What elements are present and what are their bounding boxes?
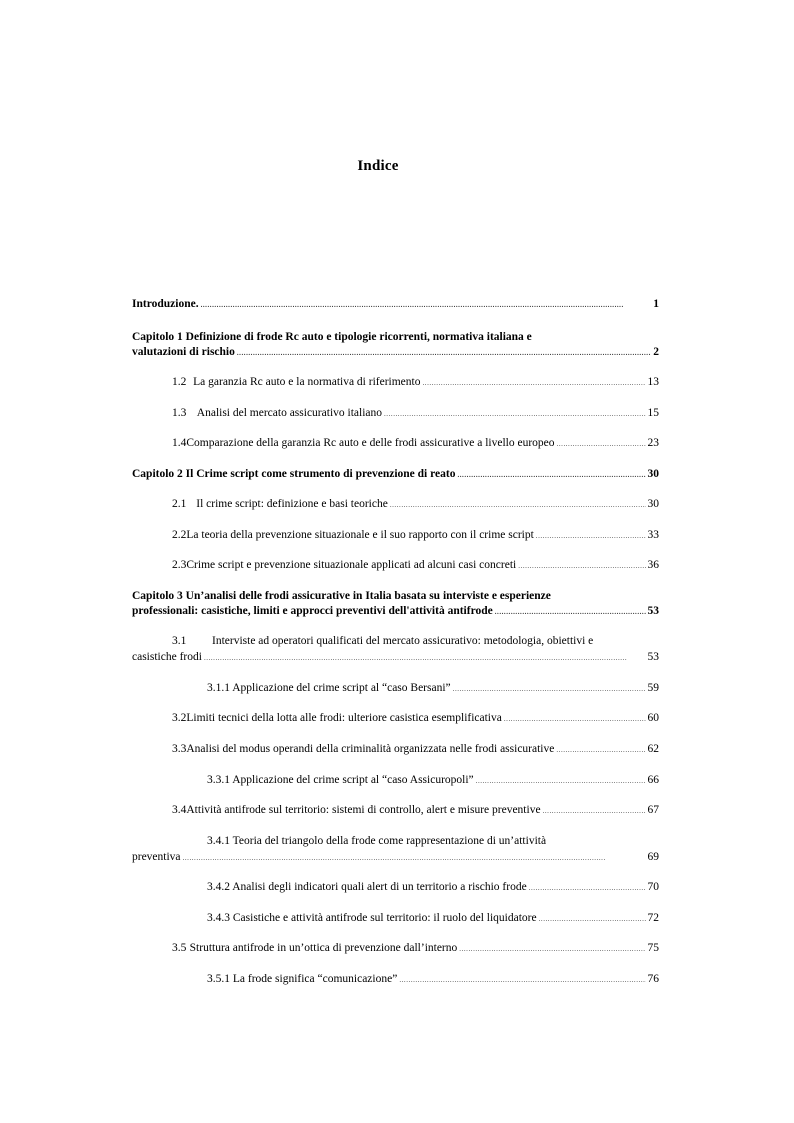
toc-section-number: 2.1 [172,498,187,510]
dot-leader [459,941,645,956]
toc-entry-text: 3.4.3 Casistiche e attività antifrode sul territorio: il ruolo del liquidatore [207,912,537,924]
dot-leader [384,406,646,421]
toc-page-number: 59 [647,682,659,694]
dot-leader [423,375,646,390]
toc-entry-3-4-2[interactable] [207,880,659,895]
toc-section-number: 1.4 [172,437,187,449]
toc-page-number: 76 [647,973,659,985]
toc-page-number: 2 [653,346,659,358]
toc-page-number: 70 [647,881,659,893]
toc-section-number: 2.2 [172,529,187,541]
toc-entry-3-4[interactable] [172,803,659,818]
toc-page-number: 53 [647,605,659,617]
toc-section-number: 1.2 [172,376,187,388]
dot-leader [518,558,645,573]
toc-entry-text: 3.1.1 Applicazione del crime script al “caso Bersani” [207,682,451,694]
toc-entry-3-1[interactable] [132,650,659,665]
toc-page-number: 33 [647,529,659,541]
dot-leader [543,803,646,818]
toc-page-number: 30 [647,498,659,510]
toc-entry-1-4[interactable] [172,436,659,451]
toc-section-number: 3.1 [172,635,187,647]
dot-leader [476,773,646,788]
toc-entry-text: Struttura antifrode in un’ottica di prevenzione dall’interno [189,942,458,954]
toc-page-number: 75 [647,942,659,954]
toc-entry-text: Comparazione della garanzia Rc auto e delle frodi assicurative a livello europeo [186,437,555,449]
dot-leader [399,972,645,987]
toc-page-number: 13 [647,376,659,388]
toc-entry-line: Capitolo 3 Un’analisi delle frodi assicurative in Italia basata su interviste e esperienze [132,590,551,602]
toc-entry-text: 3.4.2 Analisi degli indicatori quali alert di un territorio a rischio frode [207,881,527,893]
dot-leader [557,436,646,451]
dot-leader [204,650,646,665]
toc-page-number: 30 [647,468,659,480]
toc-entry-capitolo-3[interactable] [132,604,659,619]
toc-section-number: 3.4 [172,804,187,816]
toc-section-number: 3.5 [172,942,187,954]
toc-entry-text: 3.3.1 Applicazione del crime script al “caso Assicuropoli” [207,774,474,786]
toc-entry-3-3-1[interactable] [207,773,659,788]
toc-entry-3-5[interactable] [172,941,659,956]
toc-entry-text: Analisi del mercato assicurativo italiano [196,407,382,419]
toc-entry-text: La teoria della prevenzione situazionale e il suo rapporto con il crime script [186,529,534,541]
dot-leader [539,911,646,926]
toc-entry-2-3[interactable] [172,558,659,573]
toc-section-number: 3.3 [172,743,187,755]
toc-entry-text: Introduzione. [132,298,199,310]
toc-entry-1-3[interactable] [172,406,659,421]
toc-page-number: 36 [647,559,659,571]
toc-page-number: 15 [647,407,659,419]
toc-entry-text: professionali: casistiche, limiti e approcci preventivi dell'attività antifrode [132,605,493,617]
dot-leader [457,467,645,482]
toc-entry-3-5-1[interactable] [207,972,659,987]
toc-entry-text: Crime script e prevenzione situazionale applicati ad alcuni casi concreti [186,559,517,571]
toc-entry-text: Attività antifrode sul territorio: sistemi di controllo, alert e misure preventive [186,804,541,816]
toc-entry-text: casistiche frodi [132,651,202,663]
toc-page-number: 72 [647,912,659,924]
toc-entry-text: La garanzia Rc auto e la normativa di riferimento [193,376,421,388]
toc-entry-3-3[interactable] [172,742,659,757]
toc-section-number: 1.3 [172,407,187,419]
toc-entry-capitolo-1[interactable] [132,345,659,360]
toc-entry-2-2[interactable] [172,528,659,543]
dot-leader [201,297,652,312]
toc-entry-text: Limiti tecnici della lotta alle frodi: ulteriore casistica esemplificativa [186,712,502,724]
dot-leader [453,681,646,696]
toc-entry-3-4-1[interactable] [132,850,659,865]
dot-leader [183,850,646,865]
toc-section-number: 2.3 [172,559,187,571]
toc-page-number: 66 [647,774,659,786]
toc-entry-text: Interviste ad operatori qualificati del mercato assicurativo: metodologia, obiettivi e [212,635,594,647]
dot-leader [536,528,646,543]
toc-entry-text: 3.5.1 La frode significa “comunicazione” [207,973,398,985]
dot-leader [390,497,646,512]
toc-entry-text: Analisi del modus operandi della criminalità organizzata nelle frodi assicurative [186,743,555,755]
toc-entry-line: 3.4.1 Teoria del triangolo della frode come rappresentazione di un’attività [207,835,547,847]
toc-entry-text: valutazioni di rischio [132,346,235,358]
toc-page-number: 69 [647,851,659,863]
dot-leader [504,711,646,726]
dot-leader [529,880,646,895]
toc-page-number: 62 [647,743,659,755]
toc-section-number: 3.2 [172,712,187,724]
toc-entry-line: Capitolo 1 Definizione di frode Rc auto e tipologie ricorrenti, normativa italiana e [132,331,532,343]
toc-entry-text: Capitolo 2 Il Crime script come strumento di prevenzione di reato [132,468,456,480]
toc-page-number: 1 [653,298,659,310]
toc-entry-introduzione[interactable] [132,297,659,312]
toc-entry-3-2[interactable] [172,711,659,726]
dot-leader [495,604,646,619]
toc-entry-2-1[interactable] [172,497,659,512]
toc-page-number: 67 [647,804,659,816]
page-title: Indice [357,158,399,174]
toc-page-number: 53 [647,651,659,663]
toc-page-number: 23 [647,437,659,449]
dot-leader [556,742,645,757]
toc-entry-3-1-1[interactable] [207,681,659,696]
toc-page-number: 60 [647,712,659,724]
dot-leader [237,345,651,360]
toc-entry-text: preventiva [132,851,181,863]
toc-entry-1-2[interactable] [172,375,659,390]
toc-entry-line [172,634,593,648]
toc-entry-capitolo-2[interactable] [132,467,659,482]
toc-entry-text: Il crime script: definizione e basi teoriche [196,498,388,510]
toc-entry-3-4-3[interactable] [207,911,659,926]
